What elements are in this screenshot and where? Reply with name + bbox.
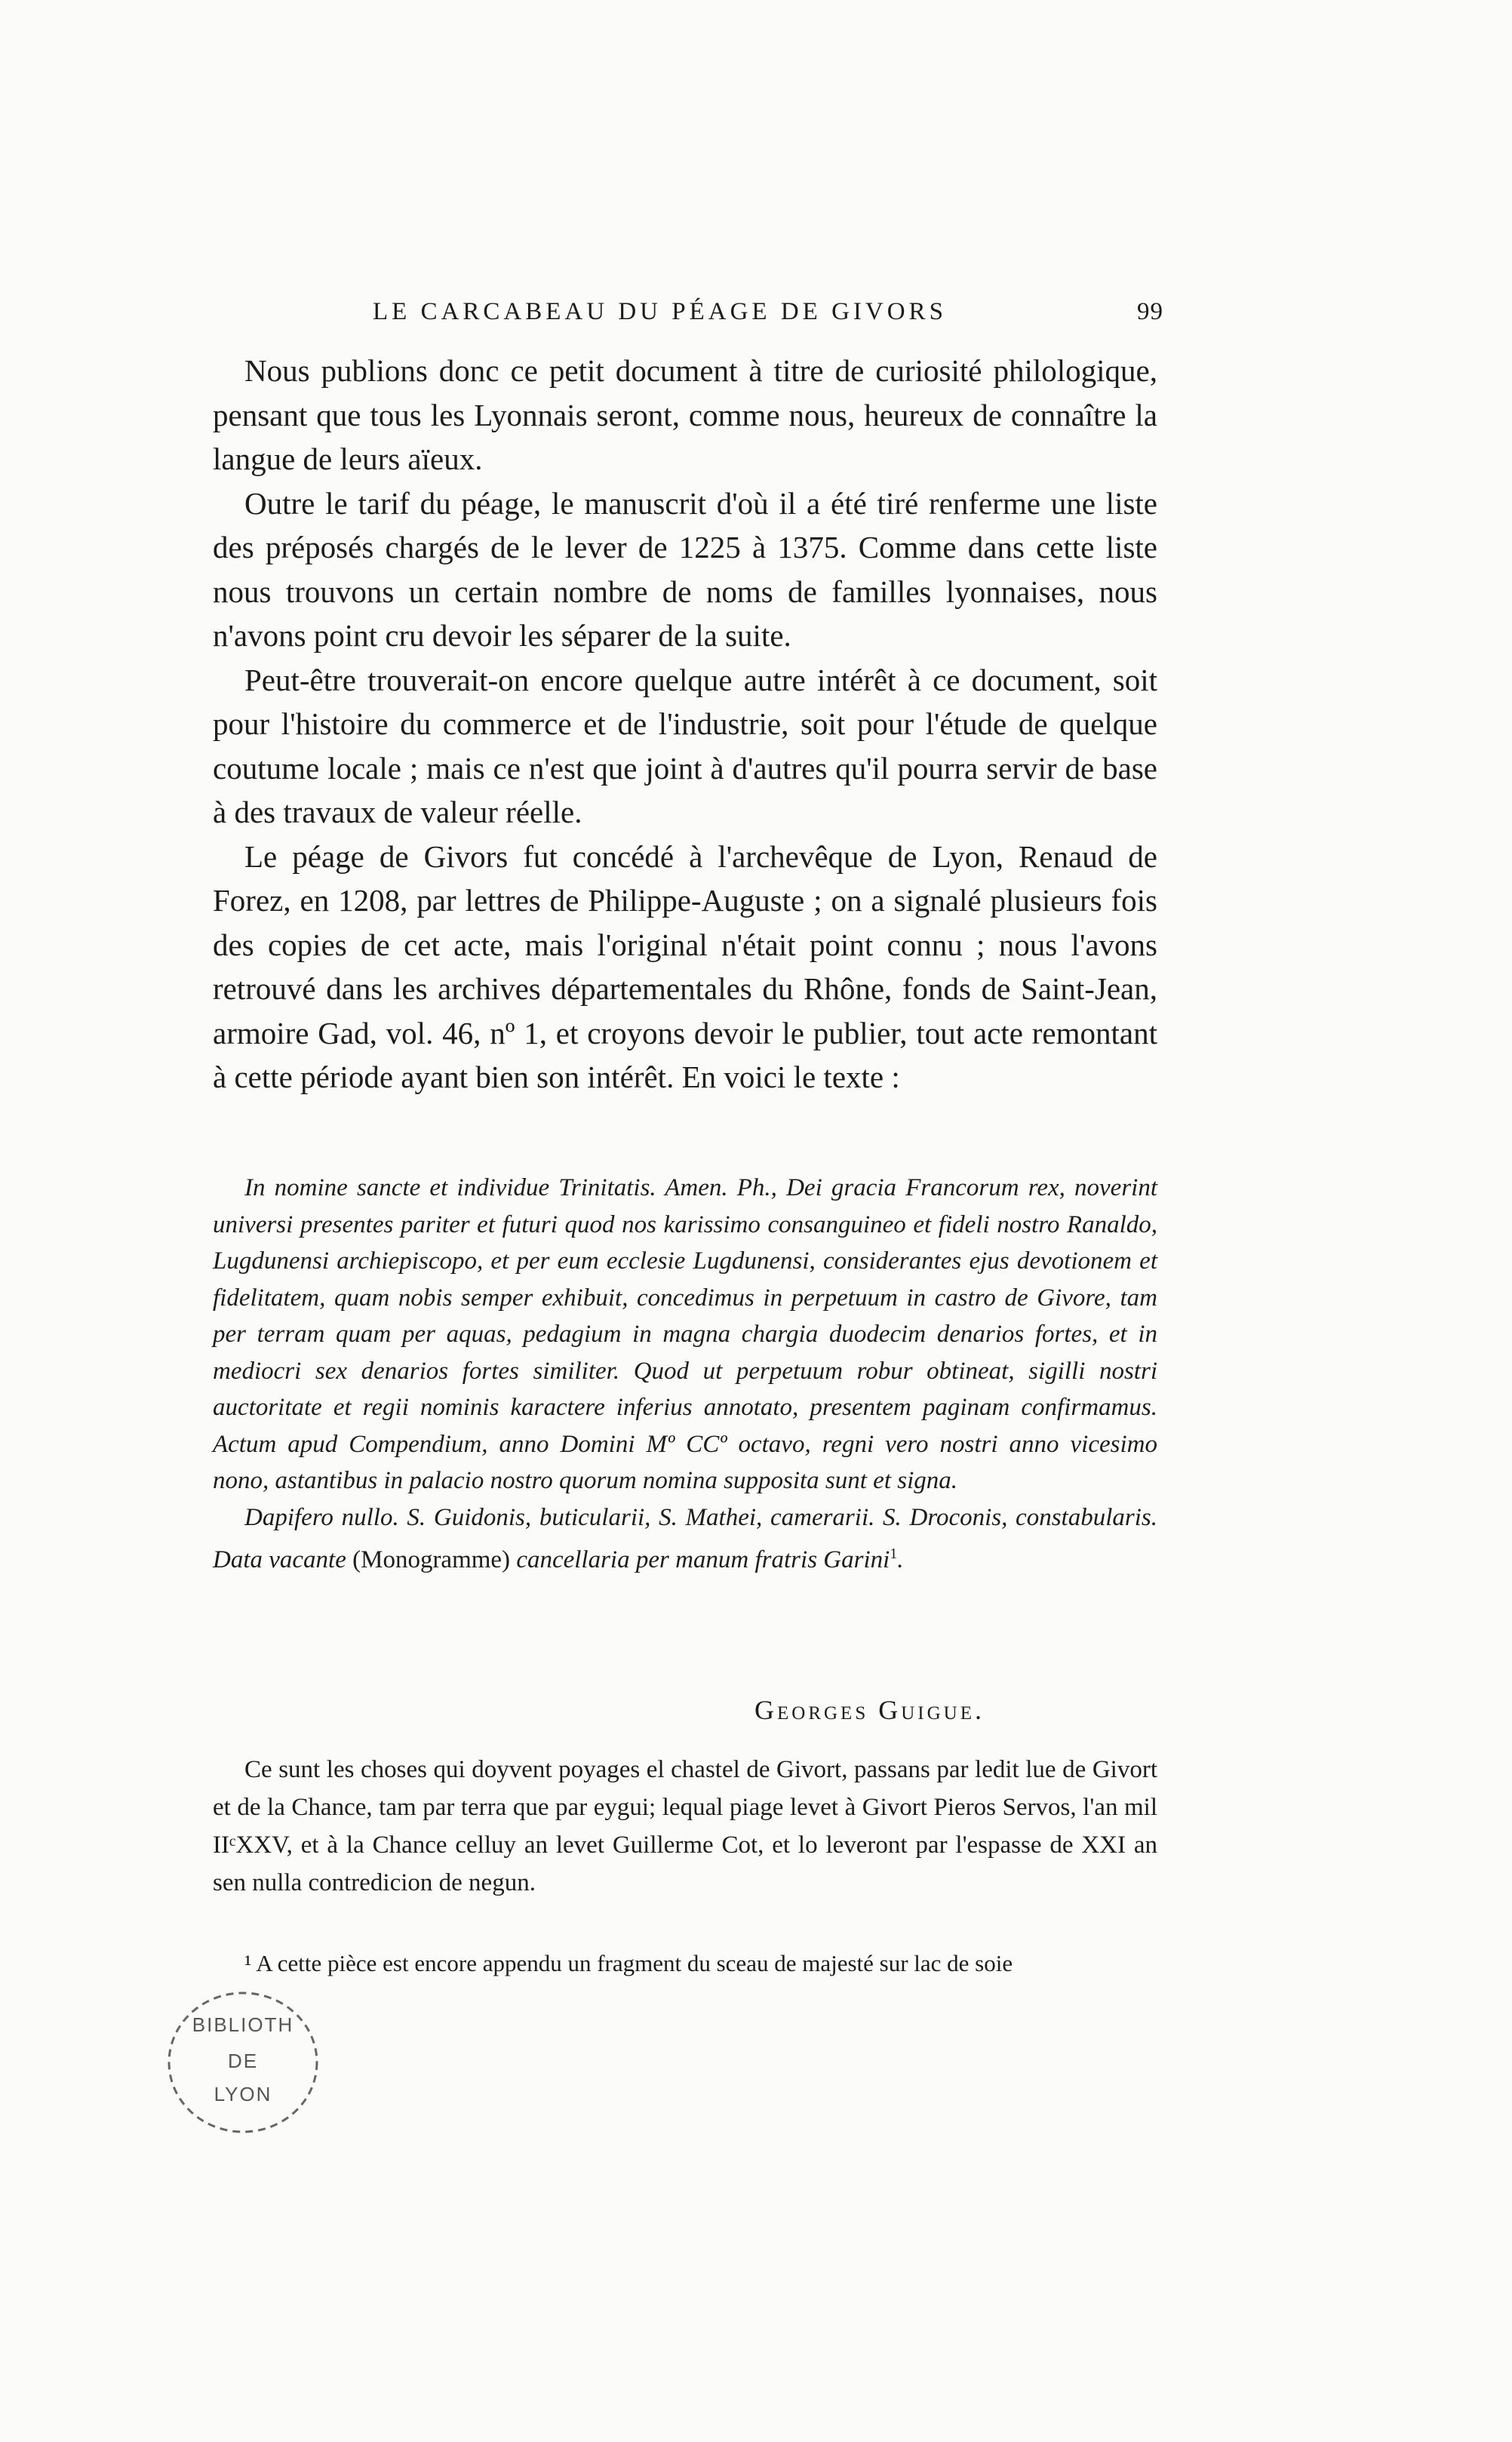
latin-charter — [213, 1170, 1157, 1579]
paragraph: Peut-être trouverait-on encore quelque autre intérêt à ce document, soit pour l'histoire du commerce et de l'industrie, soit pour l'étude de quelque coutume locale ; mais ce n'est que joint à d'autres qu'il pourra servir de base à des travaux de valeur réelle. — [213, 662, 1157, 829]
old-french-paragraph: Ce sunt les choses qui doyvent poyages el chastel de Givort, passans par ledit lue de Givort et de la Chance, tam par terra que par eygui; lequal piage levet à Givort Pieros Servos, l'an mil IIᶜXXV, et à la Chance celluy an levet Guillerme Cot, et lo leveront par l'espasse de XXI an sen nulla contredicion de negun. — [213, 1756, 1157, 1896]
footnote-mark: ¹ — [244, 1950, 252, 1976]
footnote — [213, 1947, 1157, 1980]
footnote-text: A cette pièce est encore appendu un fragment du sceau de majesté sur lac de soie — [256, 1950, 1013, 1976]
stamp-line: BIBLIOTH — [192, 2013, 294, 2036]
paragraph: Nous publions donc ce petit document à titre de curiosité philologique, pensant que tous les Lyonnais seront, comme nous, heureux de connaître la langue de leurs aïeux. — [213, 353, 1157, 476]
running-title: LE CARCABEAU DU PÉAGE DE GIVORS — [373, 298, 947, 325]
stamp-line: DE — [227, 2050, 259, 2072]
monogram-note: (Monogramme) — [352, 1546, 511, 1573]
page-number: 99 — [1137, 298, 1163, 325]
charter-text: In nomine sancte et individue Trinitatis. Amen. Ph., Dei gracia Francorum rex, noverint universi presentes pariter et futuri quod nos karissimo consanguineo et fideli nostro Ranaldo, Lugdunensi archiepiscopo, et per eum ecclesie Lugdunensi, considerantes ejus devotionem et fidelitatem, quam nobis semper exhibuit, concedimus in perpetuum in castro de Givore, tam per terram quam per aquas, pedagium in magna chargia duodecim denarios fortes, et in mediocri sex denarios fortes similiter. Quod ut perpetuum robur obtineat, sigilli nostri auctoritate et regii nominis karactere inferius annotato, presentem paginam confirmamus. Actum apud Compendium, anno Domini Mº CCº octavo, regni vero nostri anno vicesimo nono, astantibus in palacio nostro quorum nomina supposita sunt et signa. — [213, 1174, 1157, 1494]
author-signature: Georges Guigue. — [754, 1695, 985, 1725]
intro-text — [213, 349, 1157, 1100]
witnesses-b: cancellaria per manum fratris Garini — [516, 1546, 890, 1573]
library-stamp — [160, 1983, 326, 2142]
old-french-text — [213, 1751, 1157, 1902]
charter-witnesses — [213, 1499, 1157, 1579]
paragraph: Le péage de Givors fut concédé à l'archevêque de Lyon, Renaud de Forez, en 1208, par lettres de Philippe-Auguste ; on a signalé plusieurs fois des copies de cet acte, mais l'original n'était point connu ; nous l'avons retrouvé dans les archives départementales du Rhône, fonds de Saint-Jean, armoire Gad, vol. 46, nº 1, et croyons devoir le publier, tout acte remontant à cette période ayant bien son intérêt. En voici le texte : — [213, 838, 1157, 1094]
paragraph: Outre le tarif du péage, le manuscrit d'où il a été tiré renferme une liste des préposés chargés de le lever de 1225 à 1375. Comme dans cette liste nous trouvons un certain nombre de noms de familles lyonnaises, nous n'avons point cru devoir les séparer de la suite. — [213, 485, 1157, 653]
footnote-line — [213, 1947, 1157, 1980]
stamp-line: LYON — [214, 2083, 272, 2105]
footnote-ref: 1 — [890, 1545, 898, 1562]
witnesses-end: . — [897, 1546, 904, 1573]
witnesses-a: Dapifero nullo. S. Guidonis, buticularii, S. Mathei, camerarii. S. Droconis, constabularis. Data vacante — [213, 1503, 1157, 1573]
